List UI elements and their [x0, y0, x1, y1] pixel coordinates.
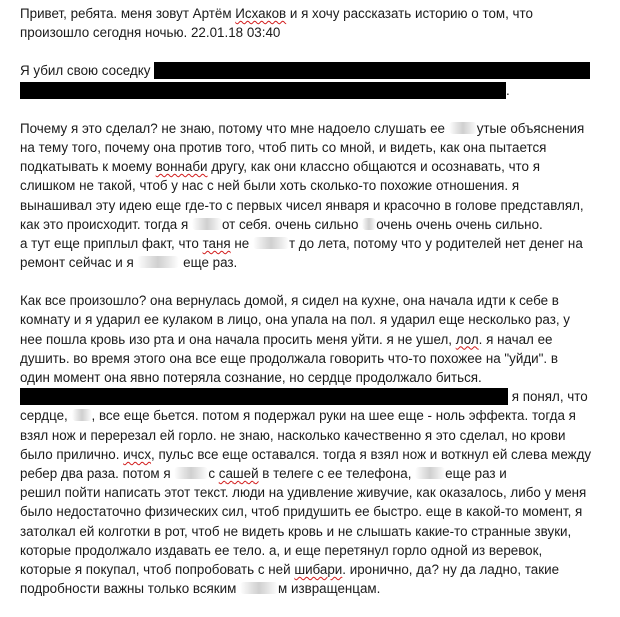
spellcheck-word: Исхаков — [235, 6, 287, 21]
redaction-bar — [20, 82, 506, 99]
paragraph-how — [20, 291, 610, 598]
spellcheck-word: сашей — [218, 465, 259, 481]
blurred-text — [449, 122, 477, 134]
blurred-text — [192, 218, 222, 230]
paragraph-confession — [20, 61, 610, 99]
text-line: было прилично. ичсх, пульс все еще оставался. тогда я взял нож и воткнул ей слева между — [20, 446, 592, 462]
text-line: а тут еще приплыл факт, что таня не т до лета, потому что у родителей нет денег на — [20, 235, 583, 251]
text-line: взял нож и перерезал ей горло. не знаю, насколько качественно я это сделал, но крови — [20, 427, 566, 443]
text-line: которые продолжало издавать ее тело. а, и еще перетянул горло одной из веревок, — [20, 542, 543, 558]
spellcheck-word: шибари — [294, 561, 343, 577]
text-line: затолкал ей колготки в рот, чтоб не видеть кровь и не слышать какие-то странные звуки, — [20, 523, 572, 539]
text-line: я понял, что — [20, 387, 610, 406]
blurred-text — [72, 409, 92, 421]
text-line: подкатывать к моему воннаби другу, как они классно общаются и осознавать, что я — [20, 159, 540, 175]
text-line: вынашивал эту идею еще где-то с первых чисел января и красочно в голове представлял, — [20, 197, 584, 213]
text-line: ремонт сейчас и я еще раз. — [20, 255, 238, 271]
blurred-text — [240, 582, 278, 594]
text-line: комнату и я ударил ее кулаком в лицо, она упала на пол. я ударил еще несколько раз, у — [20, 312, 570, 328]
text-line: нее пошла кровь изо рта и она начала просить меня уйти. я не ушел, лол. я начал ее — [20, 331, 553, 347]
text-line: на тему того, почему она против того, чтоб пить со мной, и видеть, как она пытается — [20, 139, 547, 155]
text-line: . — [20, 81, 610, 100]
blurred-text — [137, 256, 179, 268]
text-line: как это происходит. тогда я от себя. очень сильно очень очень очень сильно. — [20, 216, 543, 232]
redaction-bar — [154, 62, 590, 79]
text-line: сердце, , все еще бьется. потом я подержал руки на шее еще - ноль эффекта. тогда я — [20, 408, 576, 424]
document-page — [20, 4, 610, 617]
text-line: душить. во время этого она все еще продолжала говорить что-то похожее на "уйди". в — [20, 350, 558, 366]
paragraph-intro — [20, 4, 610, 42]
text-line: произошло сегодня ночью. 22.01.18 03:40 — [20, 25, 281, 41]
text-line: Почему я это сделал? не знаю, потому что мне надоело слушать ее утые объяснения — [20, 120, 585, 136]
text-line: Я убил свою соседку — [20, 61, 610, 80]
text-line: подробности важны только всяким м извращенцам. — [20, 581, 381, 597]
text-line: один момент она явно потеряла сознание, но сердце продолжало биться. — [20, 370, 482, 385]
redaction-bar — [20, 388, 508, 405]
text-line: было недостаточно физических сил, чтоб придушить ее быстро. еще в какой-то момент, я — [20, 504, 583, 520]
blurred-text — [174, 467, 208, 479]
blurred-text — [415, 467, 445, 479]
spellcheck-word: лол — [455, 331, 479, 347]
blurred-text — [253, 237, 289, 249]
spellcheck-word: ичсх — [123, 446, 152, 462]
text-line: решил пойти написать этот текст. люди на удивление живучие, как оказалось, либо у меня — [20, 485, 587, 501]
blurred-text — [362, 218, 376, 230]
paragraph-why — [20, 119, 610, 273]
text-line: Привет, ребята. меня зовут Артём Исхаков и я хочу рассказать историю о том, что — [20, 6, 533, 21]
text-line: которые я покупал, чтоб попробовать с ней шибари. иронично, да? ну да ладно, такие — [20, 561, 560, 577]
spellcheck-word: воннаби — [155, 159, 208, 175]
spellcheck-word: таня — [202, 235, 231, 251]
text-line: слишком не такой, чтоб у нас с ней были хоть сколько-то похожие отношения. я — [20, 178, 520, 194]
text-line: Как все произошло? она вернулась домой, я сидел на кухне, она начала идти к себе в — [20, 293, 559, 309]
text-line: ребер два раза. потом я с сашей в телеге с ее телефона, еще раз и — [20, 465, 507, 481]
